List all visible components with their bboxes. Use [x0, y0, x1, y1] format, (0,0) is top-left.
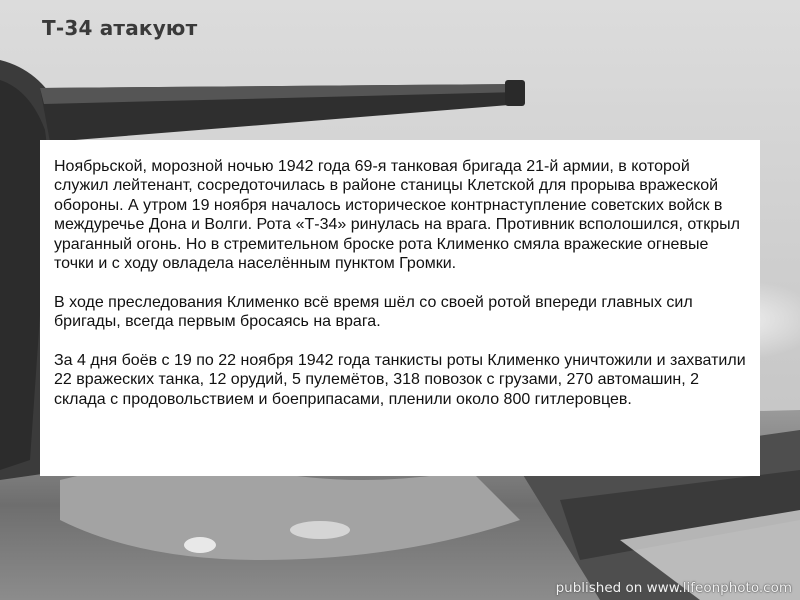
paragraph-2: В ходе преследования Клименко всё время шёл со своей ротой впереди главных сил бригады, всегда первым бросаясь на врага. [54, 293, 693, 331]
text-panel [40, 140, 760, 476]
slide-title: Т-34 атакуют [42, 16, 198, 40]
paragraph-3: За 4 дня боёв с 19 по 22 ноября 1942 года танкисты роты Клименко уничтожили и захватили 22 вражеских танка, 12 орудий, 5 пулемётов, 318 повозок с грузами, 270 автомашин, 2 склада с продовольствием и боеприпасами, пленили около 800 гитлеровцев. [54, 352, 746, 408]
watermark: published on www.lifeonphoto.com [555, 580, 792, 596]
paragraph-1: Ноябрьской, морозной ночью 1942 года 69-я танковая бригада 21-й армии, в которой служил лейтенант, сосредоточилась в районе станицы Клетской для прорыва вражеской обороны. А утром 19 ноября началось историческое контрнаступление советских войск в междуречье Дона и Волги. Рота «Т-34» ринулась на врага. Противник всполошился, открыл ураганный огонь. Но в стремительном броске рота Клименко смяла вражеские огневые точки и с ходу овладела населённым пунктом Громки. [54, 158, 740, 273]
